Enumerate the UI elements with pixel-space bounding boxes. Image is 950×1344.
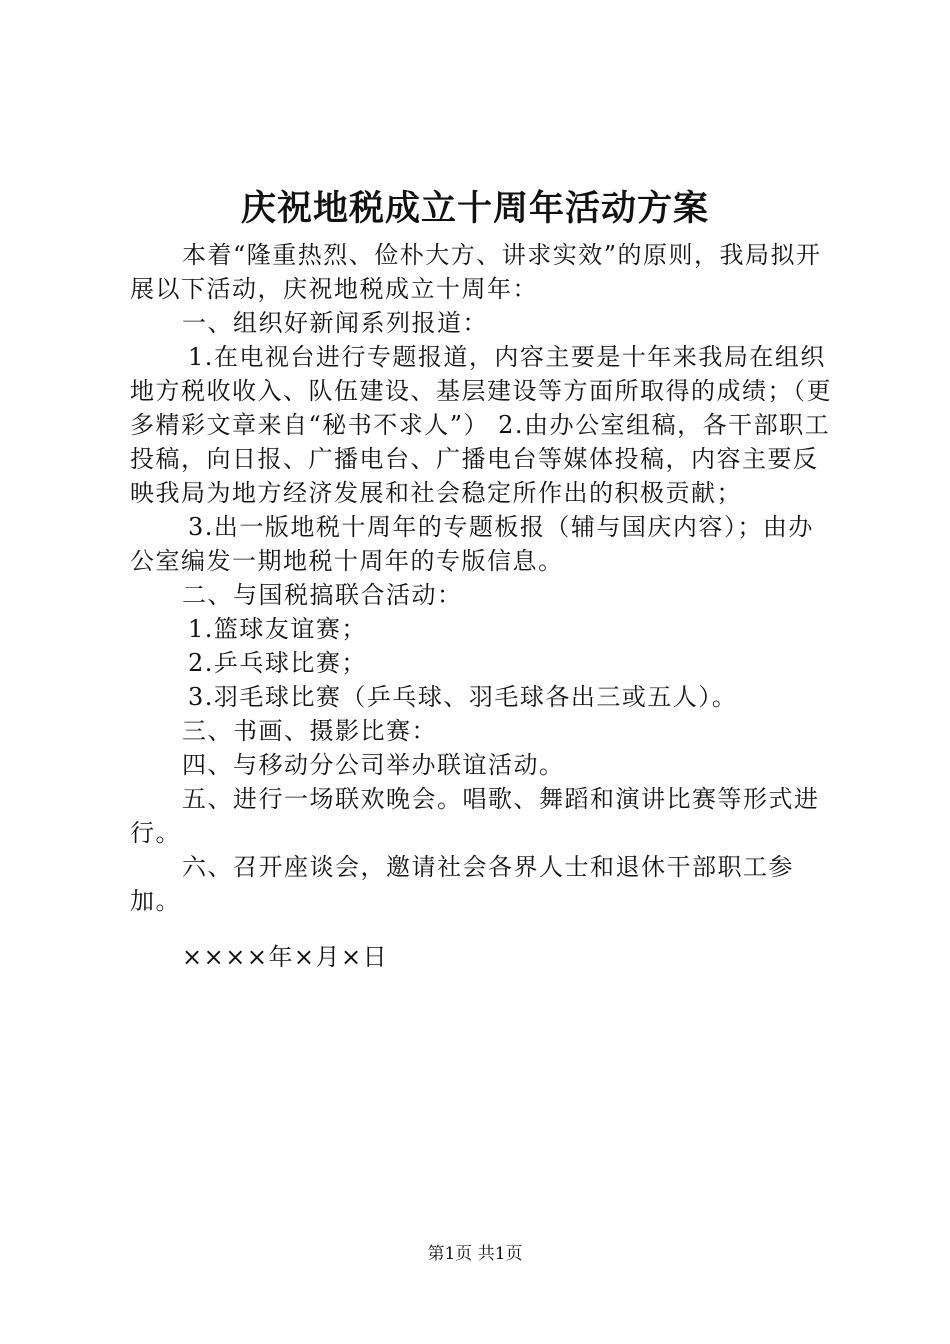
page-footer: 第1页 共1页 [427, 1244, 523, 1264]
intro-paragraph: 本着“隆重热烈、俭朴大方、讲求实效”的原则，我局拟开展以下活动，庆祝地税成立十周年： [130, 241, 822, 303]
document-title: 庆祝地税成立十周年活动方案 [240, 188, 709, 229]
list-item: 2.乒乓球比赛； [188, 649, 367, 677]
section-heading-mobile-event: 四、与移动分公司举办联谊活动。 [182, 751, 565, 779]
document-date: ××××年×月×日 [182, 943, 389, 971]
section-heading-art-contest: 三、书画、摄影比赛： [182, 717, 437, 745]
list-item: 3.羽毛球比赛（乒乓球、羽毛球各出三或五人）。 [188, 683, 738, 711]
section-heading-joint-activity: 二、与国税搞联合活动： [182, 581, 463, 609]
list-item: 1.在电视台进行专题报道，内容主要是十年来我局在组织地方税收收入、队伍建设、基层建设等方面所取得的成绩；（更多精彩文章来自“秘书不求人”） 2.由办公室组稿，各干部职工投稿，向日报、广播电台、广播电台等媒体投稿，内容主要反映我局为地方经济发展和社会稳定所作出的积极贡献； [130, 343, 832, 507]
blank-line [130, 918, 835, 940]
section-heading-gala: 五、进行一场联欢晚会。唱歌、舞蹈和演讲比赛等形式进行。 [130, 785, 820, 847]
section-heading-forum: 六、召开座谈会，邀请社会各界人士和退休干部职工参加。 [130, 853, 794, 915]
section-heading-news: 一、组织好新闻系列报道： [182, 309, 488, 337]
document-body [130, 238, 835, 974]
list-item: 1.篮球友谊赛； [188, 615, 367, 643]
list-item: 3.出一版地税十周年的专题板报（辅与国庆内容）；由办公室编发一期地税十周年的专版信息。 [130, 513, 814, 575]
